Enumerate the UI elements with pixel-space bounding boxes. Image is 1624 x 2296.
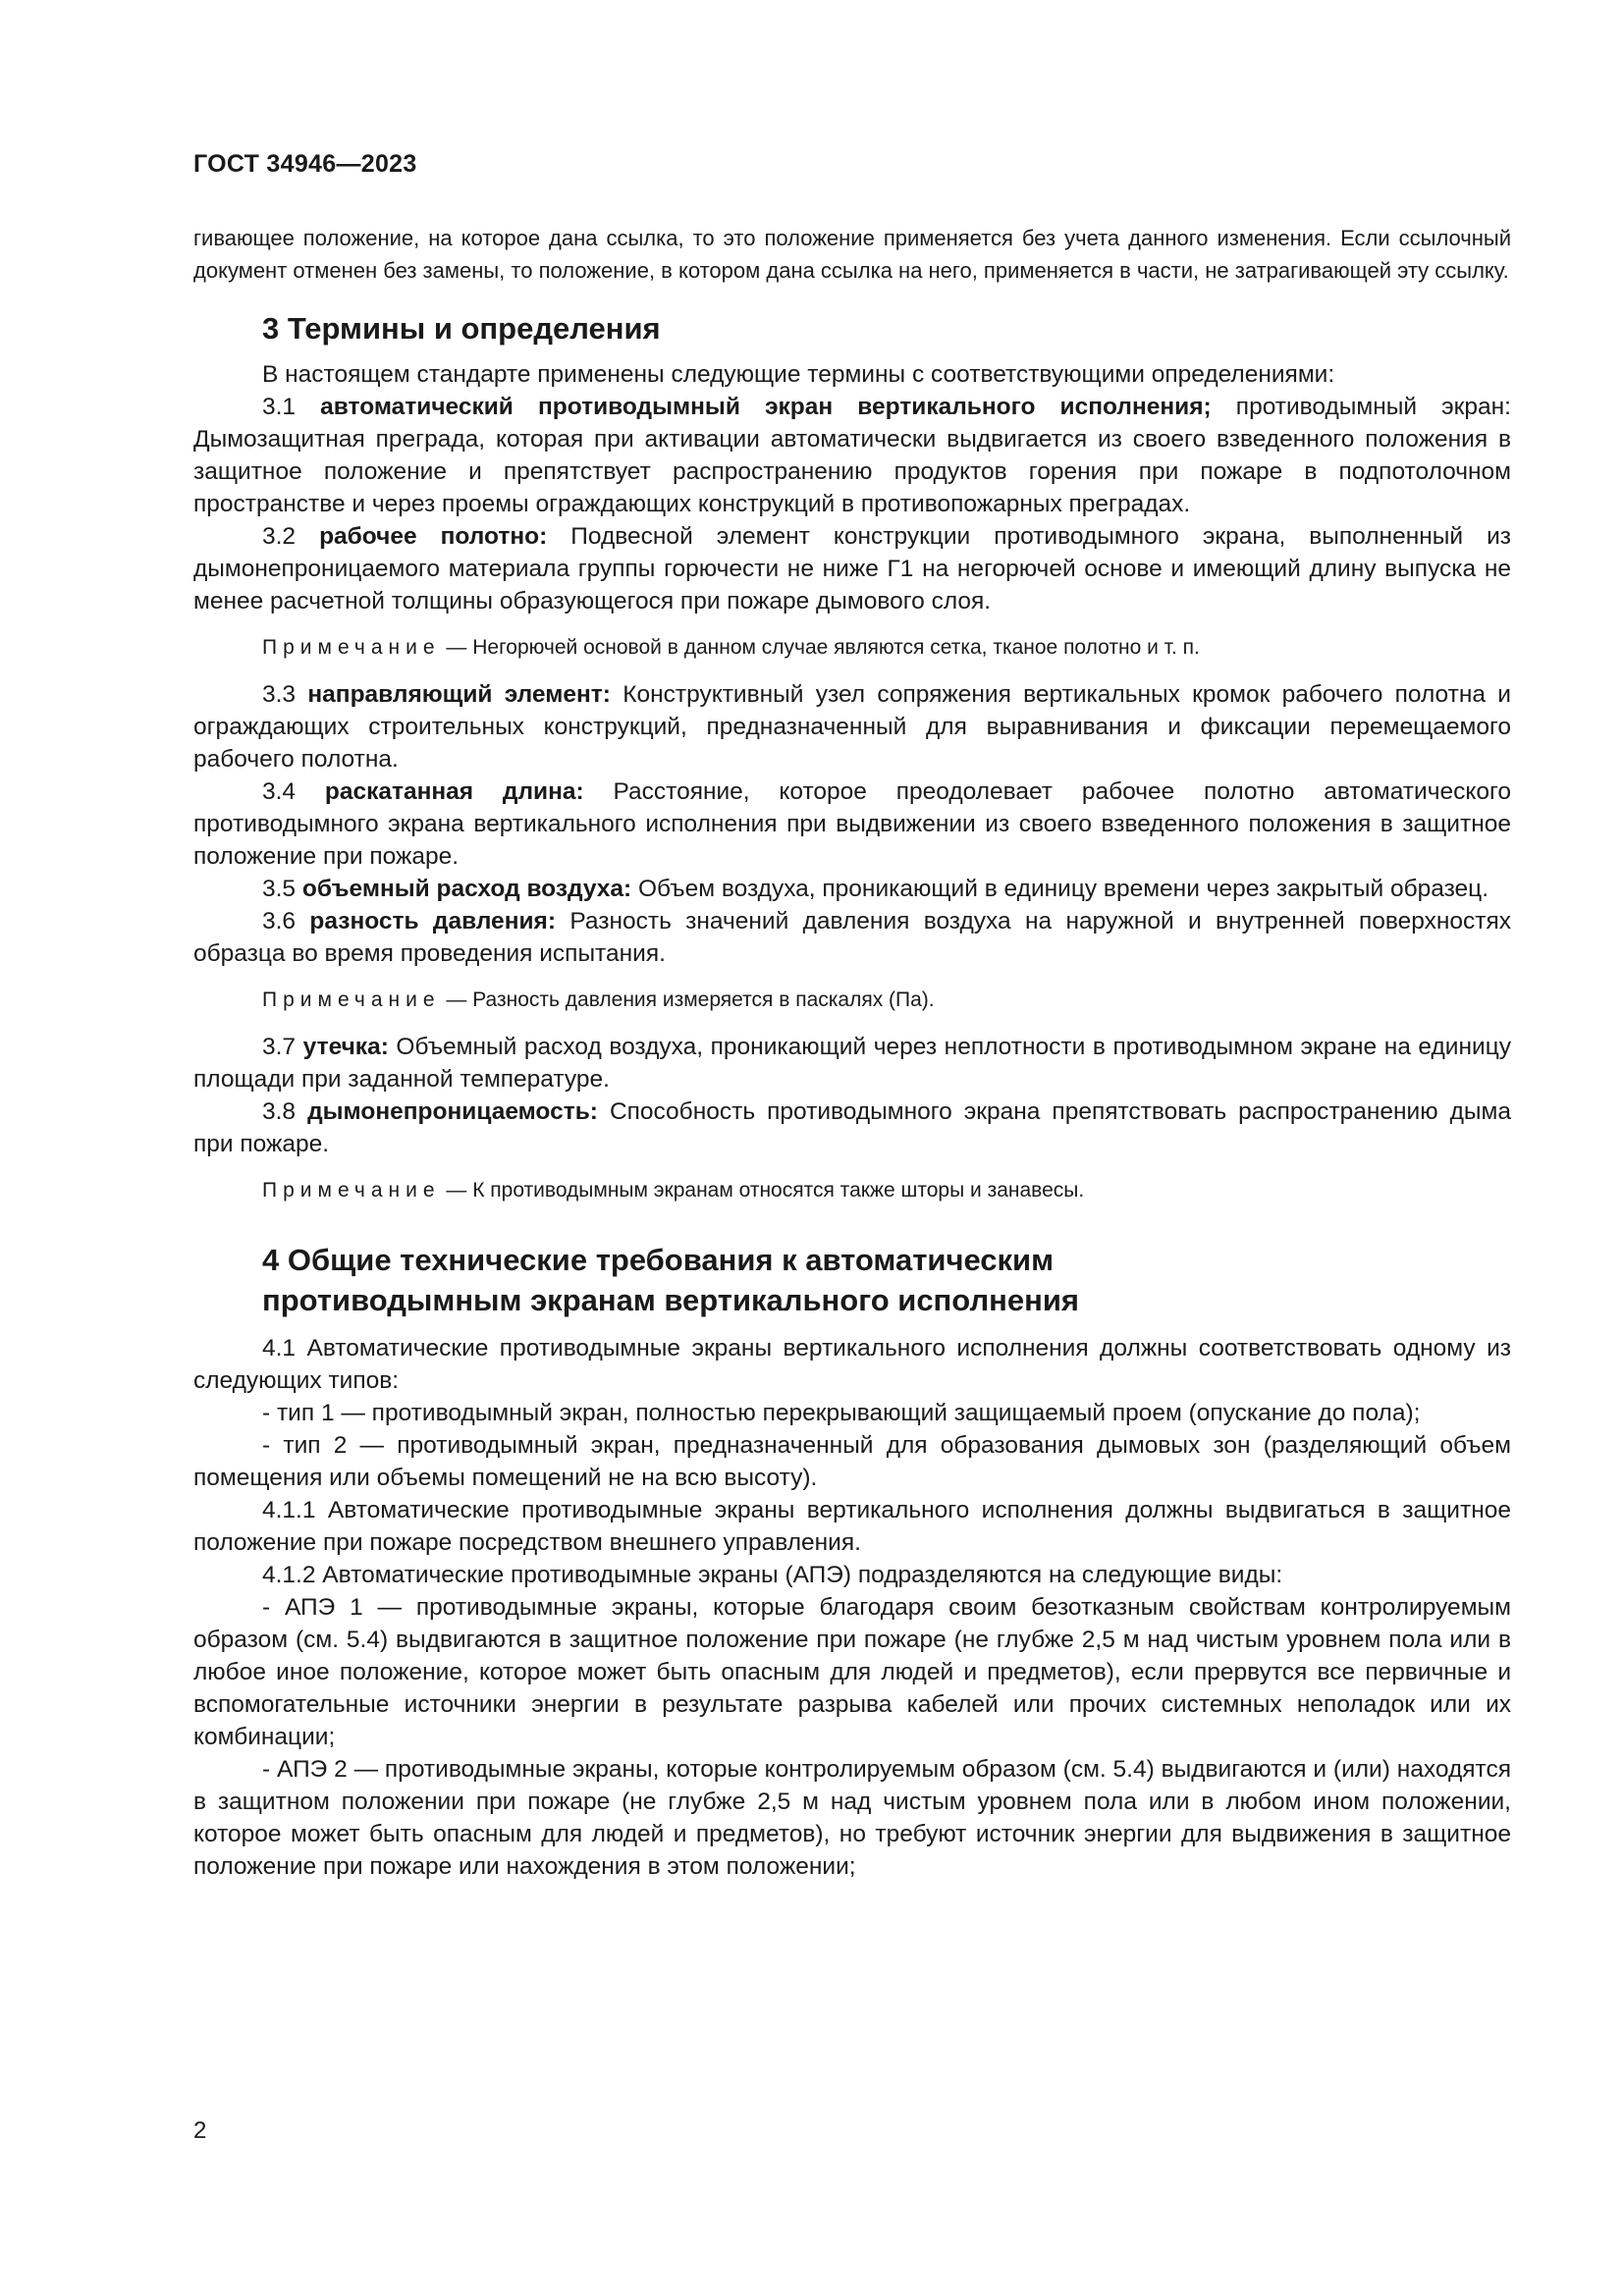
term-definition: противодымный экран: Дымозащитная преграда, которая при активации автоматически выдвигается из своего взведенного положения в защитное положение и препятствует распространению продуктов горения при пожаре в подпотолочном пространстве и через проемы ограждающих конструкций в противопожарных преградах. bbox=[193, 394, 1511, 517]
term-3-3 bbox=[193, 678, 1511, 775]
term-number: 3.5 bbox=[262, 876, 302, 902]
continuation-paragraph: гивающее положение, на которое дана ссылка, то это положение применяется без учета данного изменения. Если ссылочный документ отменен без замены, то положение, в котором дана ссылка на него, применяется в части, не затрагивающей эту ссылку. bbox=[193, 226, 1511, 283]
clause-4-1: 4.1 Автоматические противодымные экраны вертикального исполнения должны соответствовать одному из следующих типов: bbox=[193, 1335, 1511, 1394]
term-number: 3.6 bbox=[262, 908, 310, 934]
term-3-1 bbox=[193, 391, 1511, 520]
clause-4-1-2: 4.1.2 Автоматические противодымные экраны (АПЭ) подразделяются на следующие виды: bbox=[262, 1562, 1283, 1588]
note-label: Примечание bbox=[262, 1179, 441, 1201]
section-4-heading-line-2: противодымным экранам вертикального исполнения bbox=[262, 1283, 1079, 1317]
list-item-type-2: - тип 2 — противодымный экран, предназначенный для образования дымовых зон (разделяющий объем помещения или объемы помещений не на всю высоту). bbox=[193, 1432, 1511, 1491]
document-header: ГОСТ 34946—2023 bbox=[193, 150, 417, 178]
term-number: 3.1 bbox=[262, 394, 321, 420]
term-number: 3.8 bbox=[262, 1098, 308, 1125]
note-text: — Разность давления измеряется в паскалях (Па). bbox=[440, 988, 935, 1011]
list-item-type-1: - тип 1 — противодымный экран, полностью перекрывающий защищаемый проем (опускание до пола); bbox=[262, 1400, 1421, 1426]
note-1 bbox=[193, 631, 1511, 664]
section-3-heading: 3 Термины и определения bbox=[262, 311, 661, 346]
term-number: 3.3 bbox=[262, 681, 308, 708]
term-definition: Расстояние, которое преодолевает рабочее полотно автоматического противодымного экрана вертикального исполнения при выдвижении из своего взведенного положения в защитное положение при пожаре. bbox=[193, 778, 1511, 870]
section-4-heading bbox=[193, 1240, 1511, 1320]
section-4-heading-line-1: 4 Общие технические требования к автоматическим bbox=[262, 1243, 1055, 1277]
term-definition: Способность противодымного экрана препятствовать распространению дыма при пожаре. bbox=[193, 1098, 1511, 1157]
list-item-ape-1: - АПЭ 1 — противодымные экраны, которые благодаря своим безотказным свойствам контролируемым образом (см. 5.4) выдвигаются в защитное положение при пожаре (не глубже 2,5 м над чистым уровнем пола или в любое иное положение, которое может быть опасным для людей и предметов), если прервутся все первичные и вспомогательные источники энергии в результате разрыва кабелей или прочих системных неполадок или их комбинации; bbox=[193, 1594, 1511, 1750]
term-3-5 bbox=[193, 873, 1511, 905]
term-3-6 bbox=[193, 905, 1511, 970]
term-name: раскатанная длина: bbox=[324, 778, 584, 805]
list-item-ape-2: - АПЭ 2 — противодымные экраны, которые контролируемым образом (см. 5.4) выдвигаются и (или) находятся в защитном положении при пожаре (не глубже 2,5 м над чистым уровнем пола или в любом ином положении, которое может быть опасным для людей и предметов), но требуют источник энергии для выдвижения в защитное положение при пожаре или нахождения в этом положении; bbox=[193, 1756, 1511, 1880]
term-definition: Конструктивный узел сопряжения вертикальных кромок рабочего полотна и ограждающих строительных конструкций, предназначенный для выравнивания и фиксации перемещаемого рабочего полотна. bbox=[193, 681, 1511, 773]
page-number: 2 bbox=[193, 2117, 207, 2144]
term-definition: Объемный расход воздуха, проникающий через неплотности в противодымном экране на единицу площади при заданной температуре. bbox=[193, 1034, 1511, 1093]
clause-4-1-1: 4.1.1 Автоматические противодымные экраны вертикального исполнения должны выдвигаться в защитное положение при пожаре посредством внешнего управления. bbox=[193, 1497, 1511, 1556]
term-number: 3.4 bbox=[262, 778, 325, 805]
term-definition: Подвесной элемент конструкции противодымного экрана, выполненный из дымонепроницаемого материала группы горючести не ниже Г1 на негорючей основе и имеющий длину выпуска не менее расчетной толщины образующегося при пожаре дымового слоя. bbox=[193, 523, 1511, 614]
document-body bbox=[193, 222, 1511, 1883]
term-3-8 bbox=[193, 1095, 1511, 1160]
note-label: Примечание bbox=[262, 636, 441, 659]
note-3 bbox=[193, 1174, 1511, 1206]
term-number: 3.2 bbox=[262, 523, 320, 550]
section-3-intro: В настоящем стандарте применены следующие термины с соответствующими определениями: bbox=[262, 361, 1335, 388]
term-definition: Объем воздуха, проникающий в единицу времени через закрытый образец. bbox=[631, 876, 1489, 902]
term-3-7 bbox=[193, 1031, 1511, 1095]
note-text: — Негорючей основой в данном случае являются сетка, тканое полотно и т. п. bbox=[440, 636, 1200, 659]
term-3-2 bbox=[193, 520, 1511, 617]
term-3-4 bbox=[193, 775, 1511, 873]
note-text: — К противодымным экранам относятся также шторы и занавесы. bbox=[440, 1179, 1085, 1201]
term-number: 3.7 bbox=[262, 1034, 303, 1060]
note-2 bbox=[193, 984, 1511, 1016]
term-name: автоматический противодымный экран вертикального исполнения; bbox=[320, 394, 1212, 420]
term-name: направляющий элемент: bbox=[307, 681, 611, 708]
note-label: Примечание bbox=[262, 988, 441, 1011]
term-name: разность давления: bbox=[309, 908, 557, 934]
term-name: объемный расход воздуха: bbox=[301, 876, 632, 902]
term-name: дымонепроницаемость: bbox=[307, 1098, 598, 1125]
term-name: рабочее полотно: bbox=[319, 523, 548, 550]
term-name: утечка: bbox=[302, 1034, 389, 1060]
term-definition: Разность значений давления воздуха на наружной и внутренней поверхностях образца во время проведения испытания. bbox=[193, 908, 1511, 967]
